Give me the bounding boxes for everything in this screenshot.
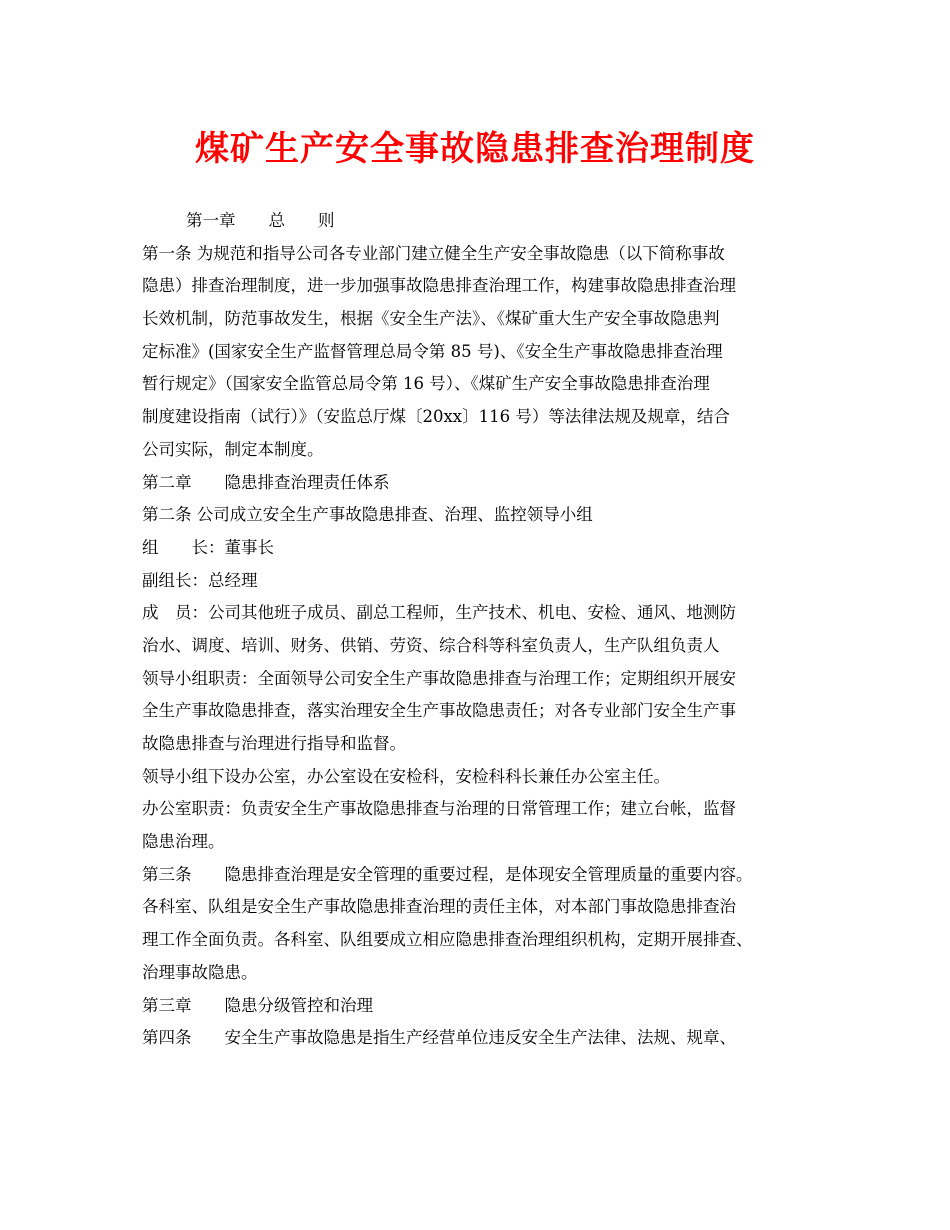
- paragraph-line: 治理事故隐患。: [142, 962, 258, 982]
- paragraph-line: 第三条 隐患排查治理是安全管理的重要过程，是体现安全管理质量的重要内容。: [142, 864, 753, 884]
- paragraph-line: 成 员：公司其他班子成员、副总工程师，生产技术、机电、安检、通风、地测防: [142, 603, 736, 623]
- paragraph-line: 故隐患排查与治理进行指导和监督。: [142, 734, 406, 753]
- paragraph-line: 隐患）排查治理制度，进一步加强事故隐患排查治理工作，构建事故隐患排查治理: [142, 276, 736, 296]
- paragraph-line: 组 长：董事长: [142, 537, 274, 557]
- chapter-heading: 第二章 隐患排查治理责任体系: [142, 472, 390, 492]
- paragraph-line: 领导小组职责：全面领导公司安全生产事故隐患排查与治理工作；定期组织开展安: [142, 668, 736, 688]
- chapter-heading: 第一章 总 则: [186, 211, 335, 230]
- document-body: [142, 205, 832, 1055]
- paragraph-line: 办公室职责：负责安全生产事故隐患排查与治理的日常管理工作；建立台帐，监督: [142, 799, 736, 819]
- paragraph-line: 领导小组下设办公室，办公室设在安检科，安检科科长兼任办公室主任。: [142, 766, 670, 786]
- paragraph-line: 副组长：总经理: [142, 570, 258, 590]
- paragraph-line: 公司实际，制定本制度。: [142, 439, 324, 459]
- paragraph-line: 制度建设指南（试行）》（安监总厅煤〔20xx〕116 号）等法律法规及规章，结合: [142, 407, 730, 427]
- paragraph-line: 第二条 公司成立安全生产事故隐患排查、治理、监控领导小组: [142, 505, 593, 525]
- paragraph-line: 定标准》(国家安全生产监督管理总局令第 85 号)、《安全生产事故隐患排查治理: [142, 341, 723, 361]
- chapter-heading: 第三章 隐患分级管控和治理: [142, 995, 373, 1015]
- paragraph-line: 全生产事故隐患排查，落实治理安全生产事故隐患责任；对各专业部门安全生产事: [142, 701, 736, 721]
- paragraph-line: 理工作全面负责。各科室、队组要成立相应隐患排查治理组织机构，定期开展排查、: [142, 930, 753, 950]
- document-title: 煤矿生产安全事故隐患排查治理制度: [195, 129, 755, 169]
- paragraph-line: 第一条 为规范和指导公司各专业部门建立健全生产安全事故隐患（以下简称事故: [142, 243, 725, 263]
- paragraph-line: 治水、调度、培训、财务、供销、劳资、综合科等科室负责人，生产队组负责人: [142, 635, 720, 655]
- paragraph-line: 暂行规定》（国家安全监管总局令第 16 号）、《煤矿生产安全事故隐患排查治理: [142, 374, 710, 394]
- paragraph-line: 第四条 安全生产事故隐患是指生产经营单位违反安全生产法律、法规、规章、: [142, 1028, 736, 1048]
- paragraph-line: 长效机制，防范事故发生，根据《安全生产法》、《煤矿重大生产安全事故隐患判: [142, 309, 720, 329]
- paragraph-line: 隐患治理。: [142, 832, 225, 852]
- paragraph-line: 各科室、队组是安全生产事故隐患排查治理的责任主体，对本部门事故隐患排查治: [142, 897, 736, 917]
